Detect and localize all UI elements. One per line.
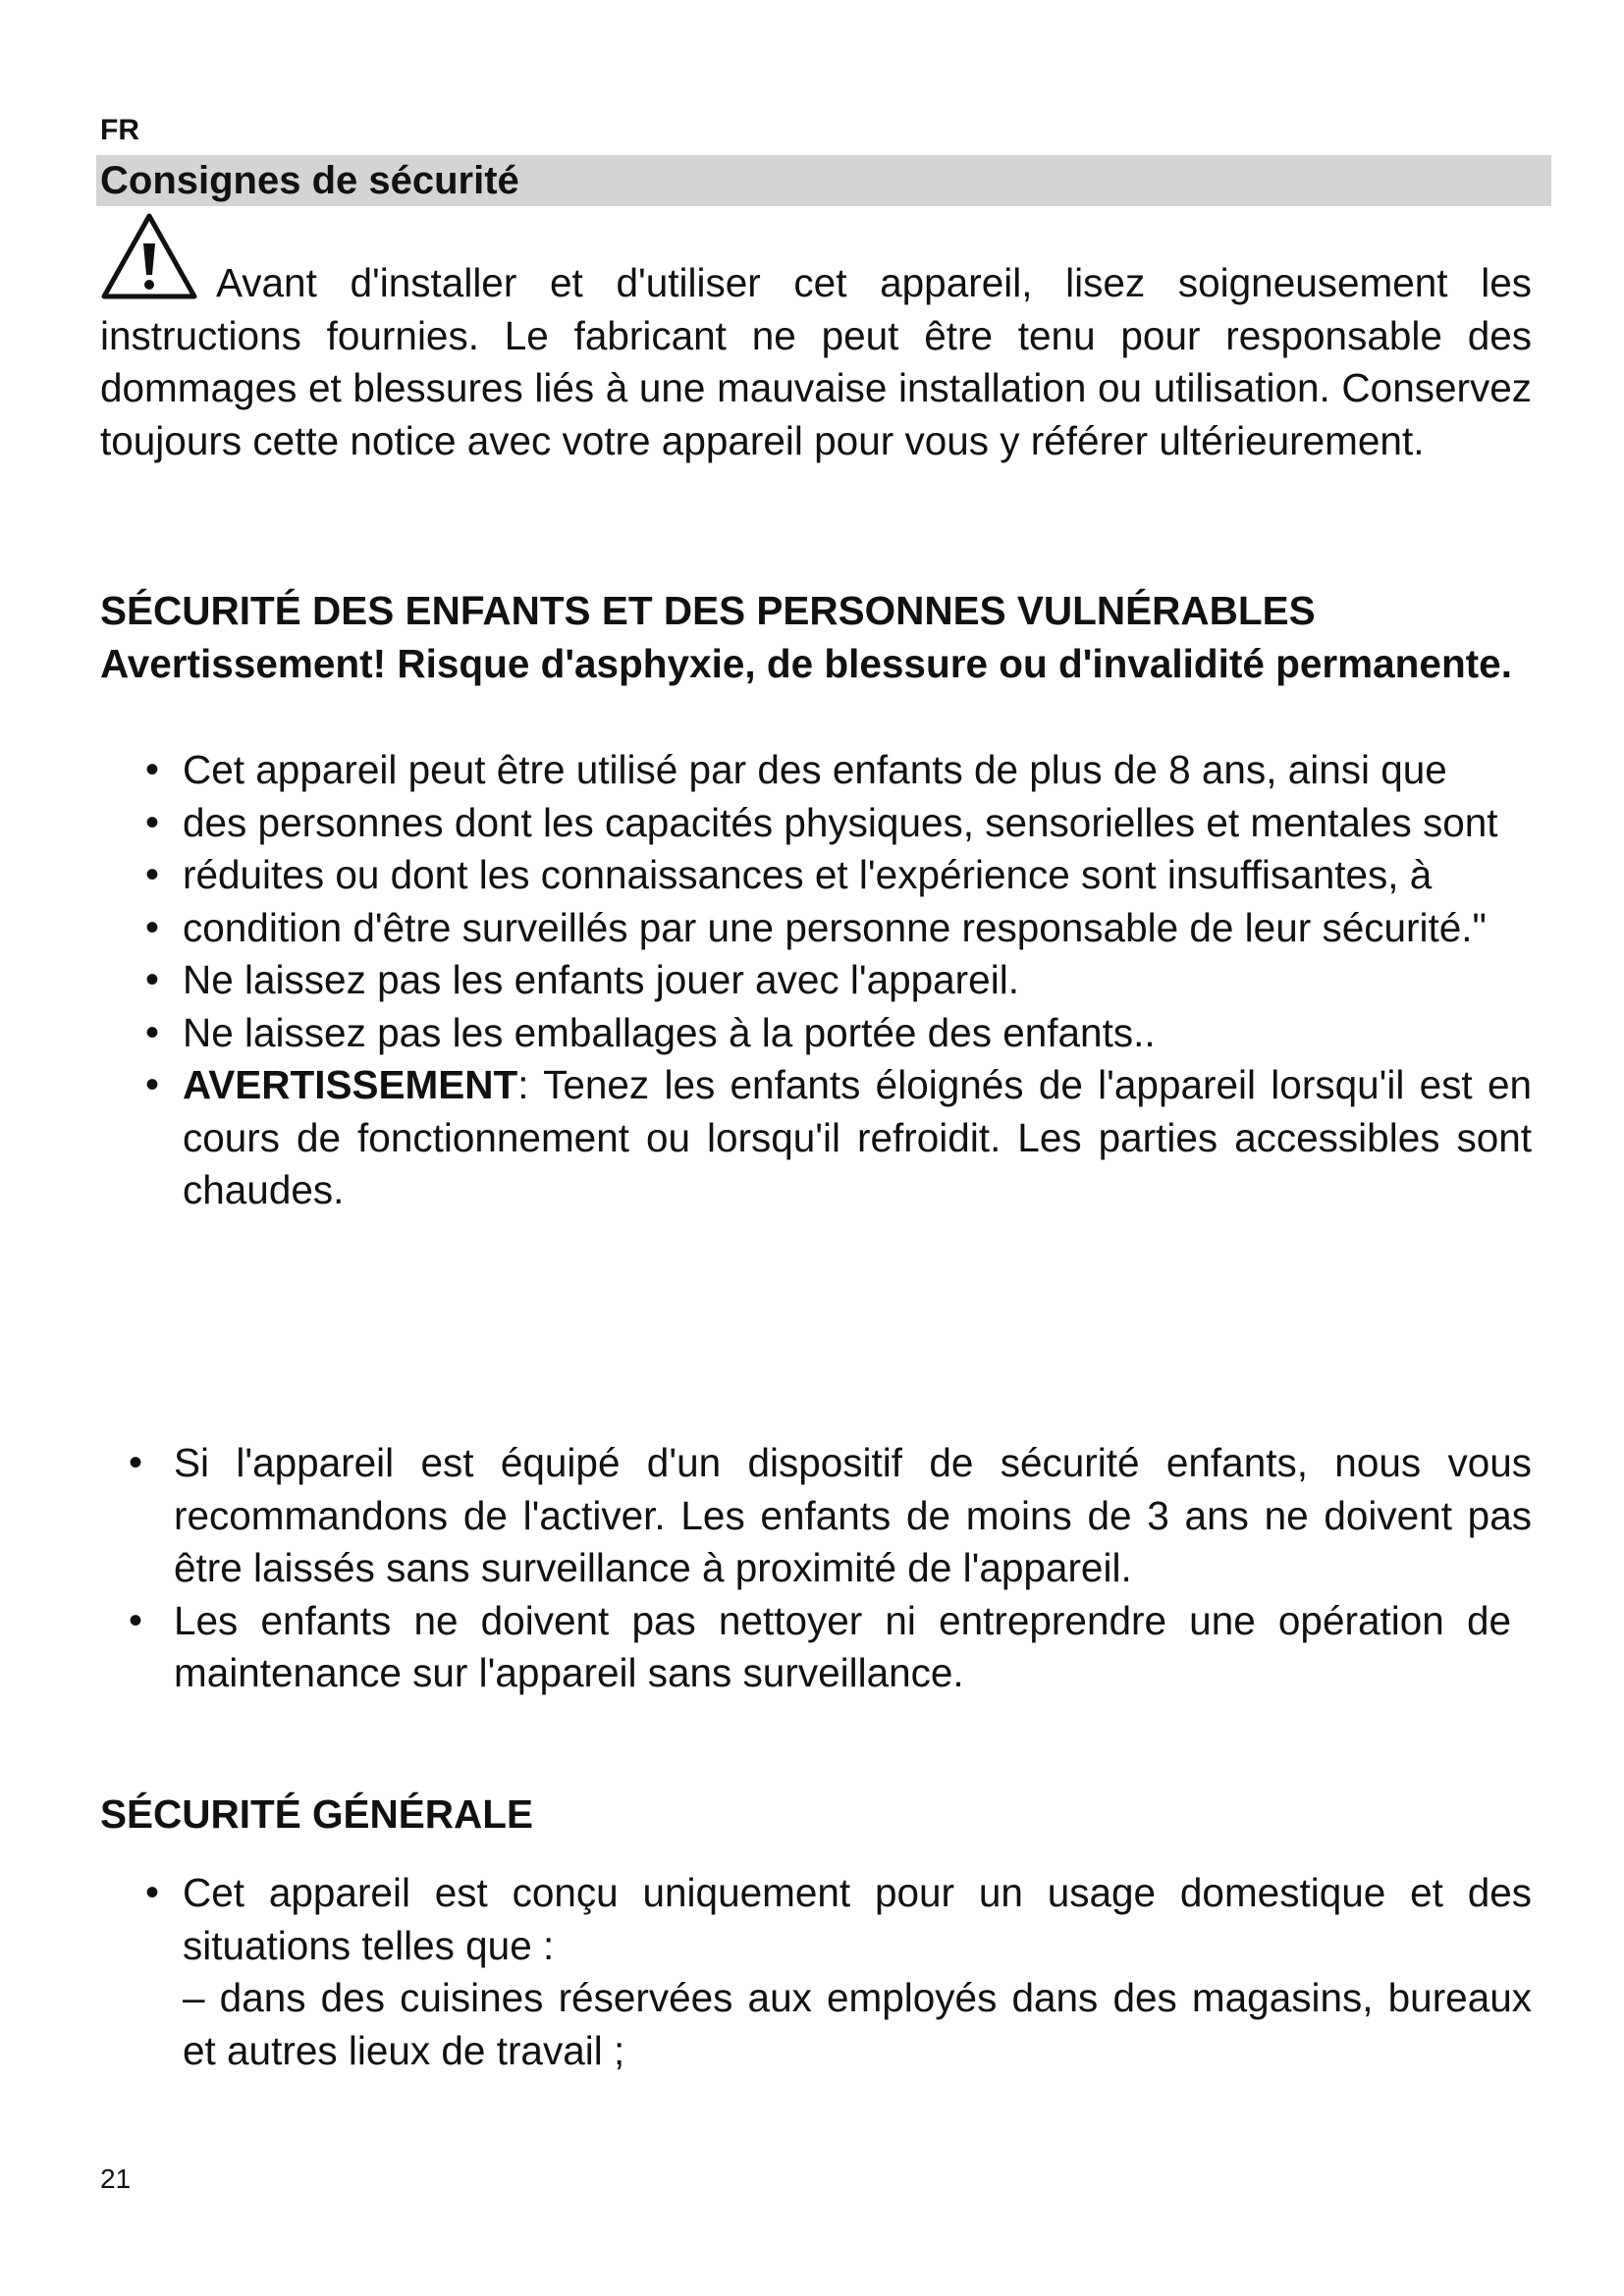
bullet-dot-icon: • <box>129 1598 143 1642</box>
list-item: • Les enfants ne doivent pas nettoyer ni entreprendre une opération de maintenance sur l'appareil sans surveillance. <box>174 1595 1511 1700</box>
bullet-dot-icon: • <box>145 958 160 1001</box>
general-safety-heading: SÉCURITÉ GÉNÉRALE <box>100 1791 534 1837</box>
bullet-dot-icon: • <box>145 1871 160 1914</box>
child-safety-list-b <box>129 1437 1532 1700</box>
sub-item: – dans des cuisines réservées aux employés dans des magasins, bureaux et autres lieux de travail ; <box>183 1975 1532 2073</box>
list-item: • condition d'être surveillés par une personne responsable de leur sécurité." <box>183 902 1532 955</box>
intro-paragraph <box>100 257 1532 467</box>
intro-text: Avant d'installer et d'utiliser cet appareil, lisez soigneusement les instructions fournies. Le fabricant ne peut être tenu pour responsable des dommages et blessures liés à une mauvaise installation ou utilisation. Conservez toujours cette notice avec votre appareil pour vous y référer ultérieurement. <box>100 260 1532 463</box>
list-item: • Cet appareil est conçu uniquement pour un usage domestique et des situations telles que : – dans des cuisines réservées aux employés dans des magasins, bureaux et autres lieux de travail ; <box>183 1867 1532 2077</box>
page-number: 21 <box>100 2163 132 2194</box>
bullet-dot-icon: • <box>145 1010 160 1054</box>
bullet-dot-icon: • <box>145 800 160 844</box>
bullet-dot-icon: • <box>145 853 160 896</box>
child-safety-list <box>145 744 1532 1217</box>
list-item: • des personnes dont les capacités physiques, sensorielles et mentales sont <box>183 797 1532 850</box>
general-safety-list <box>145 1867 1532 2077</box>
avertissement-item <box>145 1059 1532 1217</box>
bullet-dot-icon: • <box>145 905 160 949</box>
list-item: • Ne laissez pas les emballages à la portée des enfants.. <box>183 1007 1532 1060</box>
avertissement-text: : Tenez les enfants éloignés de l'appareil lorsqu'il est en cours de fonctionnement ou lorsqu'il refroidit. Les parties accessibles sont chaudes. <box>183 1062 1532 1212</box>
child-safety-warning: Avertissement! Risque d'asphyxie, de blessure ou d'invalidité permanente. <box>100 641 1512 686</box>
bullet-dot-icon: • <box>145 748 160 791</box>
list-item: • Cet appareil peut être utilisé par des enfants de plus de 8 ans, ainsi que <box>183 744 1532 797</box>
list-item: • Ne laissez pas les enfants jouer avec l'appareil. <box>183 954 1532 1007</box>
bullet-dot-icon: • <box>129 1441 143 1484</box>
section-title: Consignes de sécurité <box>100 159 519 202</box>
language-code: FR <box>100 114 139 146</box>
bullet-dot-icon: • <box>145 1063 160 1106</box>
list-item: • Si l'appareil est équipé d'un dispositif de sécurité enfants, nous vous recommandons de l'activer. Les enfants de moins de 3 ans ne doivent pas être laissés sans surveillance à proximité de l'appareil. <box>174 1437 1532 1595</box>
child-safety-heading: SÉCURITÉ DES ENFANTS ET DES PERSONNES VULNÉRABLES <box>100 588 1316 633</box>
avertissement-label: AVERTISSEMENT <box>183 1062 518 1107</box>
list-item: • réduites ou dont les connaissances et l'expérience sont insuffisantes, à <box>183 849 1532 902</box>
